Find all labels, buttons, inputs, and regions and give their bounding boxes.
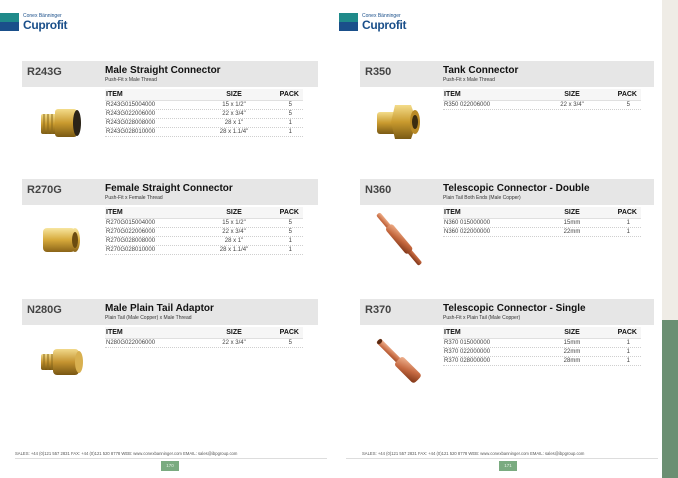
cell-item: R370 022000000	[444, 349, 491, 355]
product-code: R270G	[27, 184, 62, 196]
col-size: SIZE	[564, 329, 580, 336]
cell-item: R243G028008000	[106, 120, 156, 126]
table-row	[443, 228, 641, 237]
table-row	[105, 101, 303, 110]
table-header	[105, 207, 303, 219]
page-number: 171	[499, 461, 517, 471]
col-item: ITEM	[106, 209, 123, 216]
product-title: Female Straight Connector	[105, 183, 233, 194]
cell-pack: 5	[288, 102, 292, 108]
cell-size: 22 x 3/4"	[222, 340, 246, 346]
cell-pack: 5	[626, 102, 630, 108]
product-code: R370	[365, 304, 392, 316]
table-row	[105, 110, 303, 119]
cell-size: 22 x 3/4"	[222, 111, 246, 117]
right-page	[336, 0, 662, 478]
table-row	[105, 237, 303, 246]
brand-logo	[0, 13, 67, 32]
product-title: Telescopic Connector - Single	[443, 303, 586, 314]
product-code: R350	[365, 66, 392, 78]
brand-logo	[339, 13, 406, 32]
cell-pack: 5	[288, 220, 292, 226]
cell-pack: 1	[288, 238, 292, 244]
cell-item: N280G022006000	[106, 340, 156, 346]
col-item: ITEM	[444, 329, 461, 336]
table-header	[105, 89, 303, 101]
cell-item: R270G028008000	[106, 238, 156, 244]
table-row	[443, 339, 641, 348]
product-title: Tank Connector	[443, 65, 519, 76]
product-table	[443, 89, 641, 110]
cell-pack: 5	[288, 111, 292, 117]
tank-connector-icon	[360, 93, 435, 151]
footer-divider	[346, 458, 658, 459]
cell-item: R243G028010000	[106, 129, 156, 135]
cell-pack: 1	[626, 358, 630, 364]
footer-divider	[15, 458, 327, 459]
col-size: SIZE	[564, 209, 580, 216]
product-subtitle: Push-Fit x Male Thread	[105, 77, 157, 83]
cell-item: R370 028000000	[444, 358, 491, 364]
table-row	[443, 357, 641, 366]
product-table	[443, 207, 641, 237]
cell-item: R270G028010000	[106, 247, 156, 253]
brand-small-text: Conex Bänninger	[362, 13, 401, 19]
cell-item: R243G015004000	[106, 102, 156, 108]
table-row	[443, 219, 641, 228]
product-title: Telescopic Connector - Double	[443, 183, 590, 194]
col-pack: PACK	[279, 329, 299, 336]
product-table	[105, 327, 303, 348]
cell-pack: 1	[626, 220, 630, 226]
telescopic-single-icon	[360, 331, 435, 389]
product-subtitle: Plain Tail (Male Copper) x Male Thread	[105, 315, 192, 321]
product-subtitle: Push-Fit x Female Thread	[105, 195, 163, 201]
col-pack: PACK	[617, 209, 637, 216]
cell-size: 15 x 1/2"	[222, 220, 246, 226]
col-size: SIZE	[226, 209, 242, 216]
cell-item: R243G022006000	[106, 111, 156, 117]
footer-contact: SALES: +44 (0)121 557 2831 FAX: +44 (0)121 520 8778 WEB: www.conexbanninger.com EMAIL: sales@ibpgroup.com	[15, 451, 238, 456]
product-table	[105, 89, 303, 137]
product-n360	[360, 179, 654, 279]
cell-size: 28 x 1.1/4"	[219, 247, 249, 253]
product-subtitle: Plain Tail Both Ends (Male Copper)	[443, 195, 521, 201]
table-header	[443, 327, 641, 339]
table-header	[443, 207, 641, 219]
cell-pack: 1	[288, 129, 292, 135]
col-item: ITEM	[106, 91, 123, 98]
page-edge-bottom	[662, 320, 678, 478]
col-pack: PACK	[617, 91, 637, 98]
col-pack: PACK	[279, 91, 299, 98]
product-n280g	[22, 299, 318, 399]
cell-size: 22 x 3/4"	[560, 102, 584, 108]
table-header	[443, 89, 641, 101]
logo-mark-icon	[0, 13, 19, 31]
male-straight-connector-icon	[22, 93, 97, 151]
cell-size: 28 x 1.1/4"	[219, 129, 249, 135]
logo-mark-icon	[339, 13, 358, 31]
col-size: SIZE	[564, 91, 580, 98]
cell-size: 15mm	[563, 340, 581, 346]
col-item: ITEM	[444, 91, 461, 98]
cell-item: R370 015000000	[444, 340, 491, 346]
table-header	[105, 327, 303, 339]
col-size: SIZE	[226, 329, 242, 336]
product-code: N280G	[27, 304, 62, 316]
left-page	[0, 0, 330, 478]
female-straight-connector-icon	[22, 211, 97, 269]
product-title: Male Straight Connector	[105, 65, 221, 76]
product-r243g	[22, 61, 318, 161]
product-r350	[360, 61, 654, 161]
cell-item: N360 015000000	[444, 220, 491, 226]
male-plain-tail-adaptor-icon	[22, 331, 97, 389]
product-table	[105, 207, 303, 255]
cell-item: R270G015004000	[106, 220, 156, 226]
footer-contact: SALES: +44 (0)121 557 2831 FAX: +44 (0)121 520 8778 WEB: www.conexbanninger.com EMAIL: sales@ibpgroup.com	[362, 451, 585, 456]
cell-pack: 1	[288, 247, 292, 253]
col-pack: PACK	[617, 329, 637, 336]
cell-pack: 5	[288, 340, 292, 346]
brand-small-text: Conex Bänninger	[23, 13, 62, 19]
product-table	[443, 327, 641, 366]
col-pack: PACK	[279, 209, 299, 216]
cell-size: 22mm	[563, 229, 581, 235]
cell-size: 15 x 1/2"	[222, 102, 246, 108]
cell-pack: 1	[626, 340, 630, 346]
page-edge-top	[662, 0, 678, 320]
table-row	[105, 228, 303, 237]
product-r270g	[22, 179, 318, 279]
page-number: 170	[161, 461, 179, 471]
cell-size: 28 x 1"	[224, 120, 244, 126]
table-row	[105, 219, 303, 228]
cell-pack: 5	[288, 229, 292, 235]
cell-size: 28mm	[563, 358, 581, 364]
table-row	[105, 339, 303, 348]
cell-item: R270G022006000	[106, 229, 156, 235]
product-code: N360	[365, 184, 392, 196]
cell-size: 15mm	[563, 220, 581, 226]
cell-size: 28 x 1"	[224, 238, 244, 244]
product-subtitle: Push-Fit x Male Thread	[443, 77, 495, 83]
col-size: SIZE	[226, 91, 242, 98]
table-row	[105, 246, 303, 255]
product-title: Male Plain Tail Adaptor	[105, 303, 214, 314]
product-subtitle: Push-Fit x Plain Tail (Male Copper)	[443, 315, 521, 321]
cell-item: R350 022006000	[444, 102, 491, 108]
col-item: ITEM	[444, 209, 461, 216]
table-row	[105, 128, 303, 137]
cell-pack: 1	[288, 120, 292, 126]
cell-size: 22mm	[563, 349, 581, 355]
cell-item: N360 022000000	[444, 229, 491, 235]
telescopic-double-icon	[360, 211, 435, 269]
table-row	[443, 348, 641, 357]
cell-pack: 1	[626, 229, 630, 235]
brand-name: Cuprofit	[362, 18, 407, 32]
brand-name: Cuprofit	[23, 18, 68, 32]
cell-size: 22 x 3/4"	[222, 229, 246, 235]
product-code: R243G	[27, 66, 62, 78]
col-item: ITEM	[106, 329, 123, 336]
product-r370	[360, 299, 654, 399]
table-row	[443, 101, 641, 110]
cell-pack: 1	[626, 349, 630, 355]
table-row	[105, 119, 303, 128]
